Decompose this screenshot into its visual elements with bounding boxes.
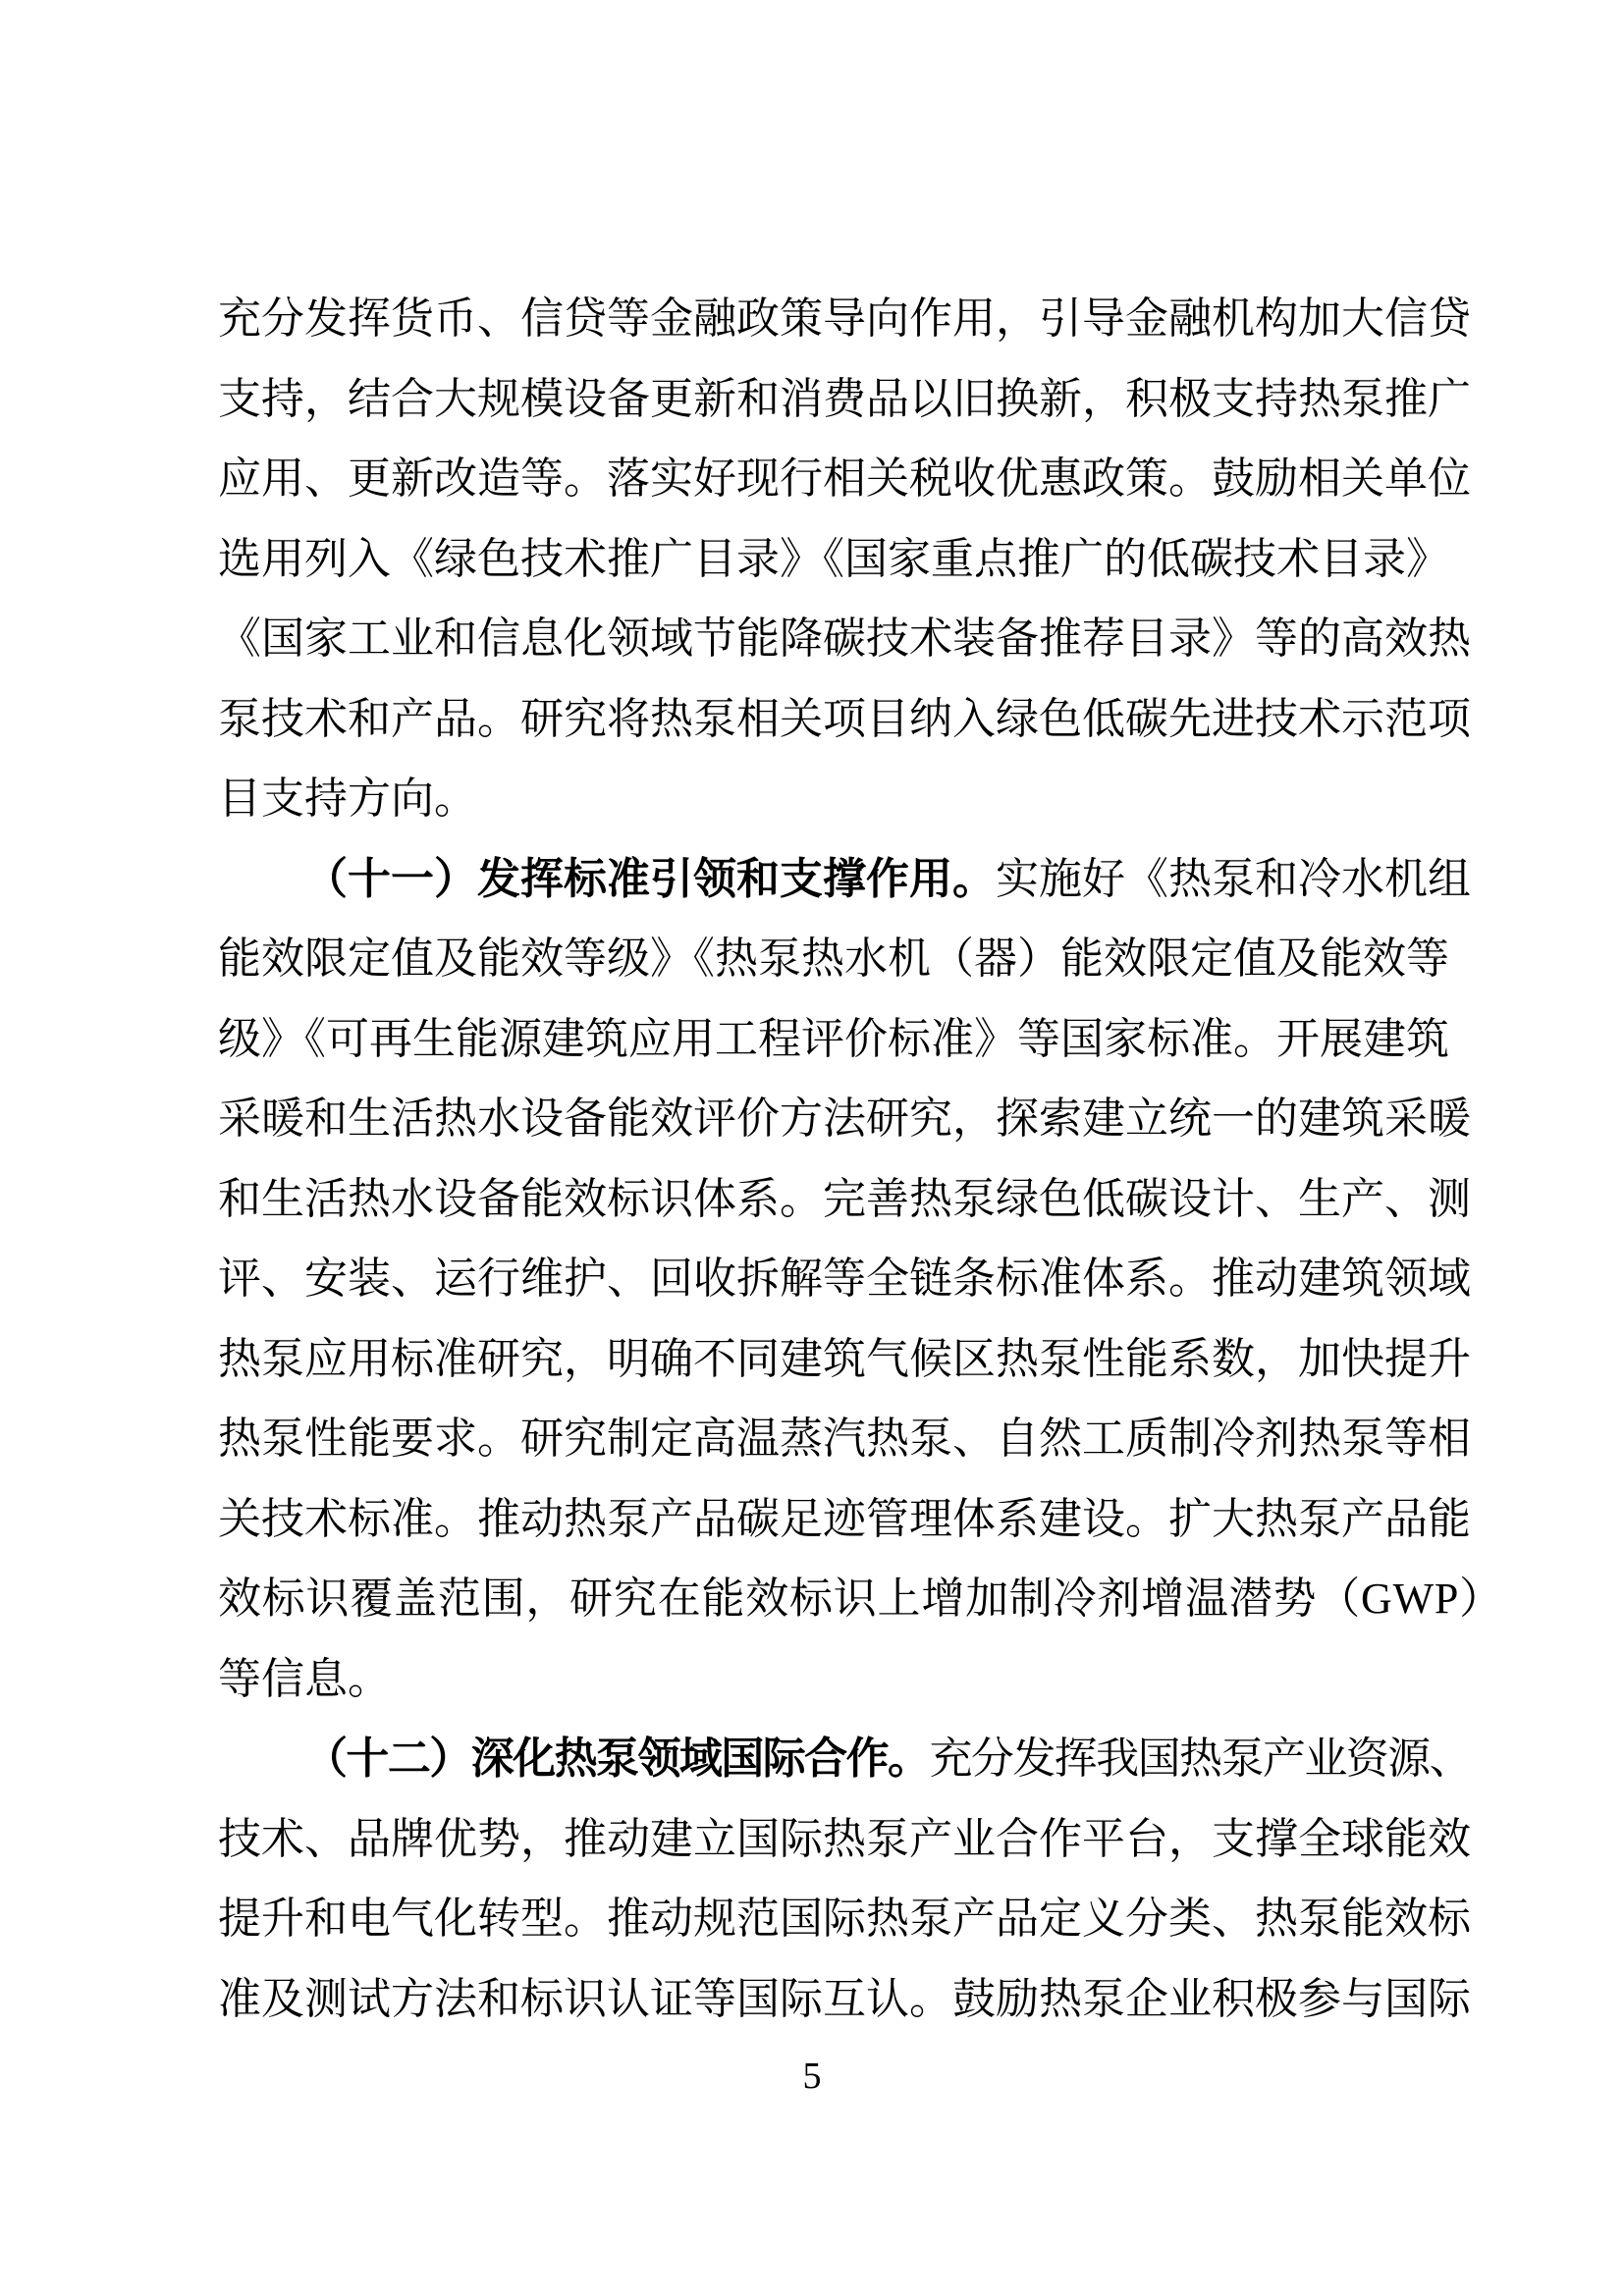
text-segment: 技术、品牌优势，推动建立国际热泵产业合作平台，支撑全球能效 bbox=[218, 1814, 1471, 1863]
text-segment: 选用列入《绿色技术推广目录》《国家重点推广的低碳技术目录》 bbox=[218, 534, 1449, 583]
page-number: 5 bbox=[802, 2056, 822, 2097]
text-segment: 应用、更新改造等。落实好现行相关税收优惠政策。鼓励相关单位 bbox=[218, 454, 1471, 503]
text-segment: 和生活热水设备能效标识体系。完善热泵绿色低碳设计、生产、测 bbox=[218, 1174, 1471, 1223]
text-segment: 充分发挥货币、信贷等金融政策导向作用，引导金融机构加大信贷 bbox=[218, 294, 1471, 343]
text-segment: 热泵性能要求。研究制定高温蒸汽热泵、自然工质制冷剂热泵等相 bbox=[218, 1415, 1471, 1463]
text-line bbox=[218, 1639, 1471, 1720]
page-text bbox=[218, 279, 1503, 2039]
text-segment: 实施好《热泵和冷水机组 bbox=[996, 854, 1471, 903]
text-segment: 《国家工业和信息化领域节能降碳技术装备推荐目录》等的高效热 bbox=[218, 614, 1471, 663]
text-line bbox=[218, 1319, 1471, 1400]
text-segment: 关技术标准。推动热泵产品碳足迹管理体系建设。扩大热泵产品能 bbox=[218, 1494, 1471, 1543]
text-line bbox=[218, 1719, 1471, 1799]
text-segment: 采暖和生活热水设备能效评价方法研究，探索建立统一的建筑采暖 bbox=[218, 1095, 1471, 1143]
text-line bbox=[218, 839, 1471, 920]
text-line bbox=[218, 279, 1471, 359]
text-line bbox=[218, 999, 1471, 1080]
text-line bbox=[218, 599, 1471, 679]
text-line bbox=[218, 1479, 1471, 1560]
text-line bbox=[218, 759, 1471, 839]
text-line bbox=[218, 919, 1471, 999]
text-line bbox=[218, 1879, 1471, 1959]
text-line bbox=[218, 439, 1471, 519]
text-line bbox=[218, 1559, 1503, 1639]
section-heading-segment: （十二）深化热泵领域国际合作。 bbox=[304, 1735, 930, 1783]
text-segment: 支持，结合大规模设备更新和消费品以旧换新，积极支持热泵推广 bbox=[218, 374, 1471, 423]
text-line bbox=[218, 1959, 1471, 2040]
text-segment: 提升和电气化转型。推动规范国际热泵产品定义分类、热泵能效标 bbox=[218, 1895, 1471, 1943]
text-line bbox=[218, 1239, 1471, 1319]
text-line bbox=[218, 1799, 1471, 1880]
text-line bbox=[218, 519, 1471, 600]
text-segment: 效标识覆盖范围，研究在能效标识上增加制冷剂增温潜势（GWP） bbox=[218, 1575, 1503, 1623]
section-heading-segment: （十一）发挥标准引领和支撑作用。 bbox=[304, 854, 996, 903]
text-segment: 等信息。 bbox=[218, 1654, 391, 1703]
text-segment: 准及测试方法和标识认证等国际互认。鼓励热泵企业积极参与国际 bbox=[218, 1974, 1471, 2023]
text-line bbox=[218, 1159, 1471, 1240]
text-segment: 级》《可再生能源建筑应用工程评价标准》等国家标准。开展建筑 bbox=[218, 1014, 1449, 1063]
text-line bbox=[218, 1399, 1471, 1479]
text-segment: 热泵应用标准研究，明确不同建筑气候区热泵性能系数，加快提升 bbox=[218, 1334, 1471, 1383]
text-segment: 充分发挥我国热泵产业资源、 bbox=[929, 1735, 1472, 1783]
text-segment: 泵技术和产品。研究将热泵相关项目纳入绿色低碳先进技术示范项 bbox=[218, 694, 1471, 743]
text-segment: 目支持方向。 bbox=[218, 774, 477, 823]
text-line bbox=[218, 679, 1471, 760]
text-segment: 评、安装、运行维护、回收拆解等全链条标准体系。推动建筑领域 bbox=[218, 1255, 1471, 1303]
text-line bbox=[218, 359, 1471, 440]
text-segment: 能效限定值及能效等级》《热泵热水机（器）能效限定值及能效等 bbox=[218, 934, 1449, 983]
text-line bbox=[218, 1079, 1471, 1159]
